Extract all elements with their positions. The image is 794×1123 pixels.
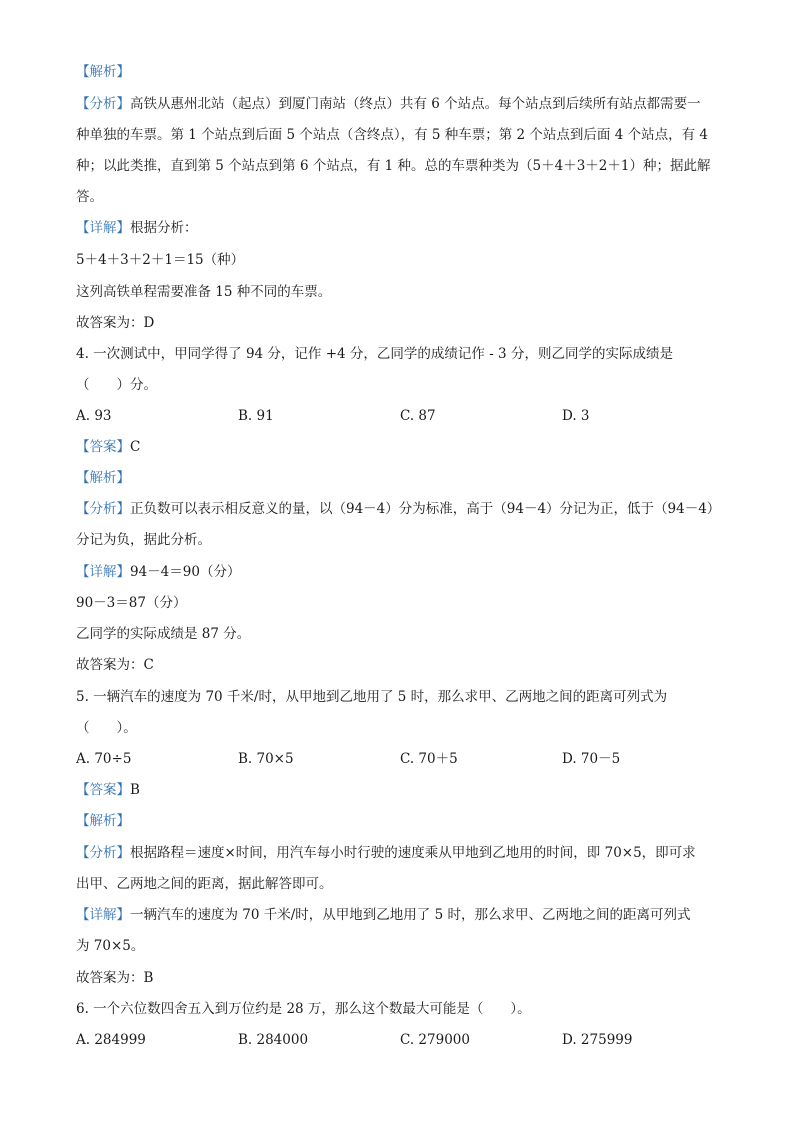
analysis-paragraph-line: 【分析】正负数可以表示相反意义的量，以（94－4）分为标准，高于（94－4）分记为正，低于（94－4） — [76, 501, 721, 517]
analysis-paragraph-line: 分记为负，据此分析。 — [76, 532, 211, 548]
option-b: B. 284000 — [238, 1032, 309, 1048]
option-b: B. 91 — [238, 408, 274, 424]
analysis-paragraph-line: 种单独的车票。第 1 个站点到后面 5 个站点（含终点），有 5 种车票；第 2 个站点到后面 4 个站点，有 4 — [76, 127, 708, 143]
question-6-stem: 6. 一个六位数四舍五入到万位约是 28 万，那么这个数最大可能是（ ）。 — [76, 1001, 531, 1017]
answer-line: 【答案】B — [76, 782, 140, 798]
option-d: D. 3 — [562, 408, 590, 424]
option-d: D. 70－5 — [562, 751, 621, 767]
option-c: C. 70＋5 — [400, 751, 458, 767]
question-4-options — [76, 406, 736, 426]
detail-line: 90－3＝87（分） — [76, 595, 187, 611]
detail-line: 这列高铁单程需要准备 15 种不同的车票。 — [76, 284, 332, 300]
question-5-stem: （ ）。 — [76, 720, 137, 736]
analysis-paragraph-line: 【分析】根据路程＝速度×时间，用汽车每小时行驶的速度乘从甲地到乙地用的时间，即 70×5，即可求 — [76, 845, 696, 861]
analysis-heading: 【解析】 — [76, 813, 130, 829]
option-a: A. 93 — [76, 408, 112, 424]
question-6-options — [76, 1030, 736, 1050]
analysis-heading: 【解析】 — [76, 470, 130, 486]
option-a: A. 70÷5 — [76, 751, 132, 767]
conclusion-line: 故答案为：B — [76, 970, 154, 986]
question-4-stem: （ ）分。 — [76, 377, 157, 393]
answer-line: 【答案】C — [76, 439, 141, 455]
option-c: C. 87 — [400, 408, 436, 424]
conclusion-line: 故答案为：C — [76, 657, 154, 673]
question-4-stem: 4. 一次测试中，甲同学得了 94 分，记作 +4 分，乙同学的成绩记作 - 3 分，则乙同学的实际成绩是 — [76, 346, 673, 362]
question-5-stem: 5. 一辆汽车的速度为 70 千米/时，从甲地到乙地用了 5 时，那么求甲、乙两地之间的距离可列式为 — [76, 689, 668, 705]
detail-line: 【详解】根据分析： — [76, 220, 198, 236]
analysis-heading: 【解析】 — [76, 64, 130, 80]
detail-line: 乙同学的实际成绩是 87 分。 — [76, 626, 251, 642]
detail-line: 【详解】一辆汽车的速度为 70 千米/时，从甲地到乙地用了 5 时，那么求甲、乙两地之间的距离可列式 — [76, 907, 691, 923]
conclusion-line: 故答案为：D — [76, 315, 155, 331]
analysis-paragraph-line: 【分析】高铁从惠州北站（起点）到厦门南站（终点）共有 6 个站点。每个站点到后续所有站点都需要一 — [76, 96, 701, 112]
option-b: B. 70×5 — [238, 751, 294, 767]
question-5-options — [76, 749, 736, 769]
option-d: D. 275999 — [562, 1032, 633, 1048]
analysis-paragraph-line: 种；以此类推，直到第 5 个站点到第 6 个站点，有 1 种。总的车票种类为（5＋4＋3＋2＋1）种；据此解 — [76, 158, 711, 174]
detail-line: 【详解】94－4＝90（分） — [76, 564, 241, 580]
detail-line: 5＋4＋3＋2＋1＝15（种） — [76, 252, 245, 268]
option-a: A. 284999 — [76, 1032, 146, 1048]
analysis-paragraph-line: 答。 — [76, 189, 103, 205]
option-c: C. 279000 — [400, 1032, 470, 1048]
detail-line: 为 70×5。 — [76, 938, 145, 954]
analysis-paragraph-line: 出甲、乙两地之间的距离，据此解答即可。 — [76, 876, 333, 892]
